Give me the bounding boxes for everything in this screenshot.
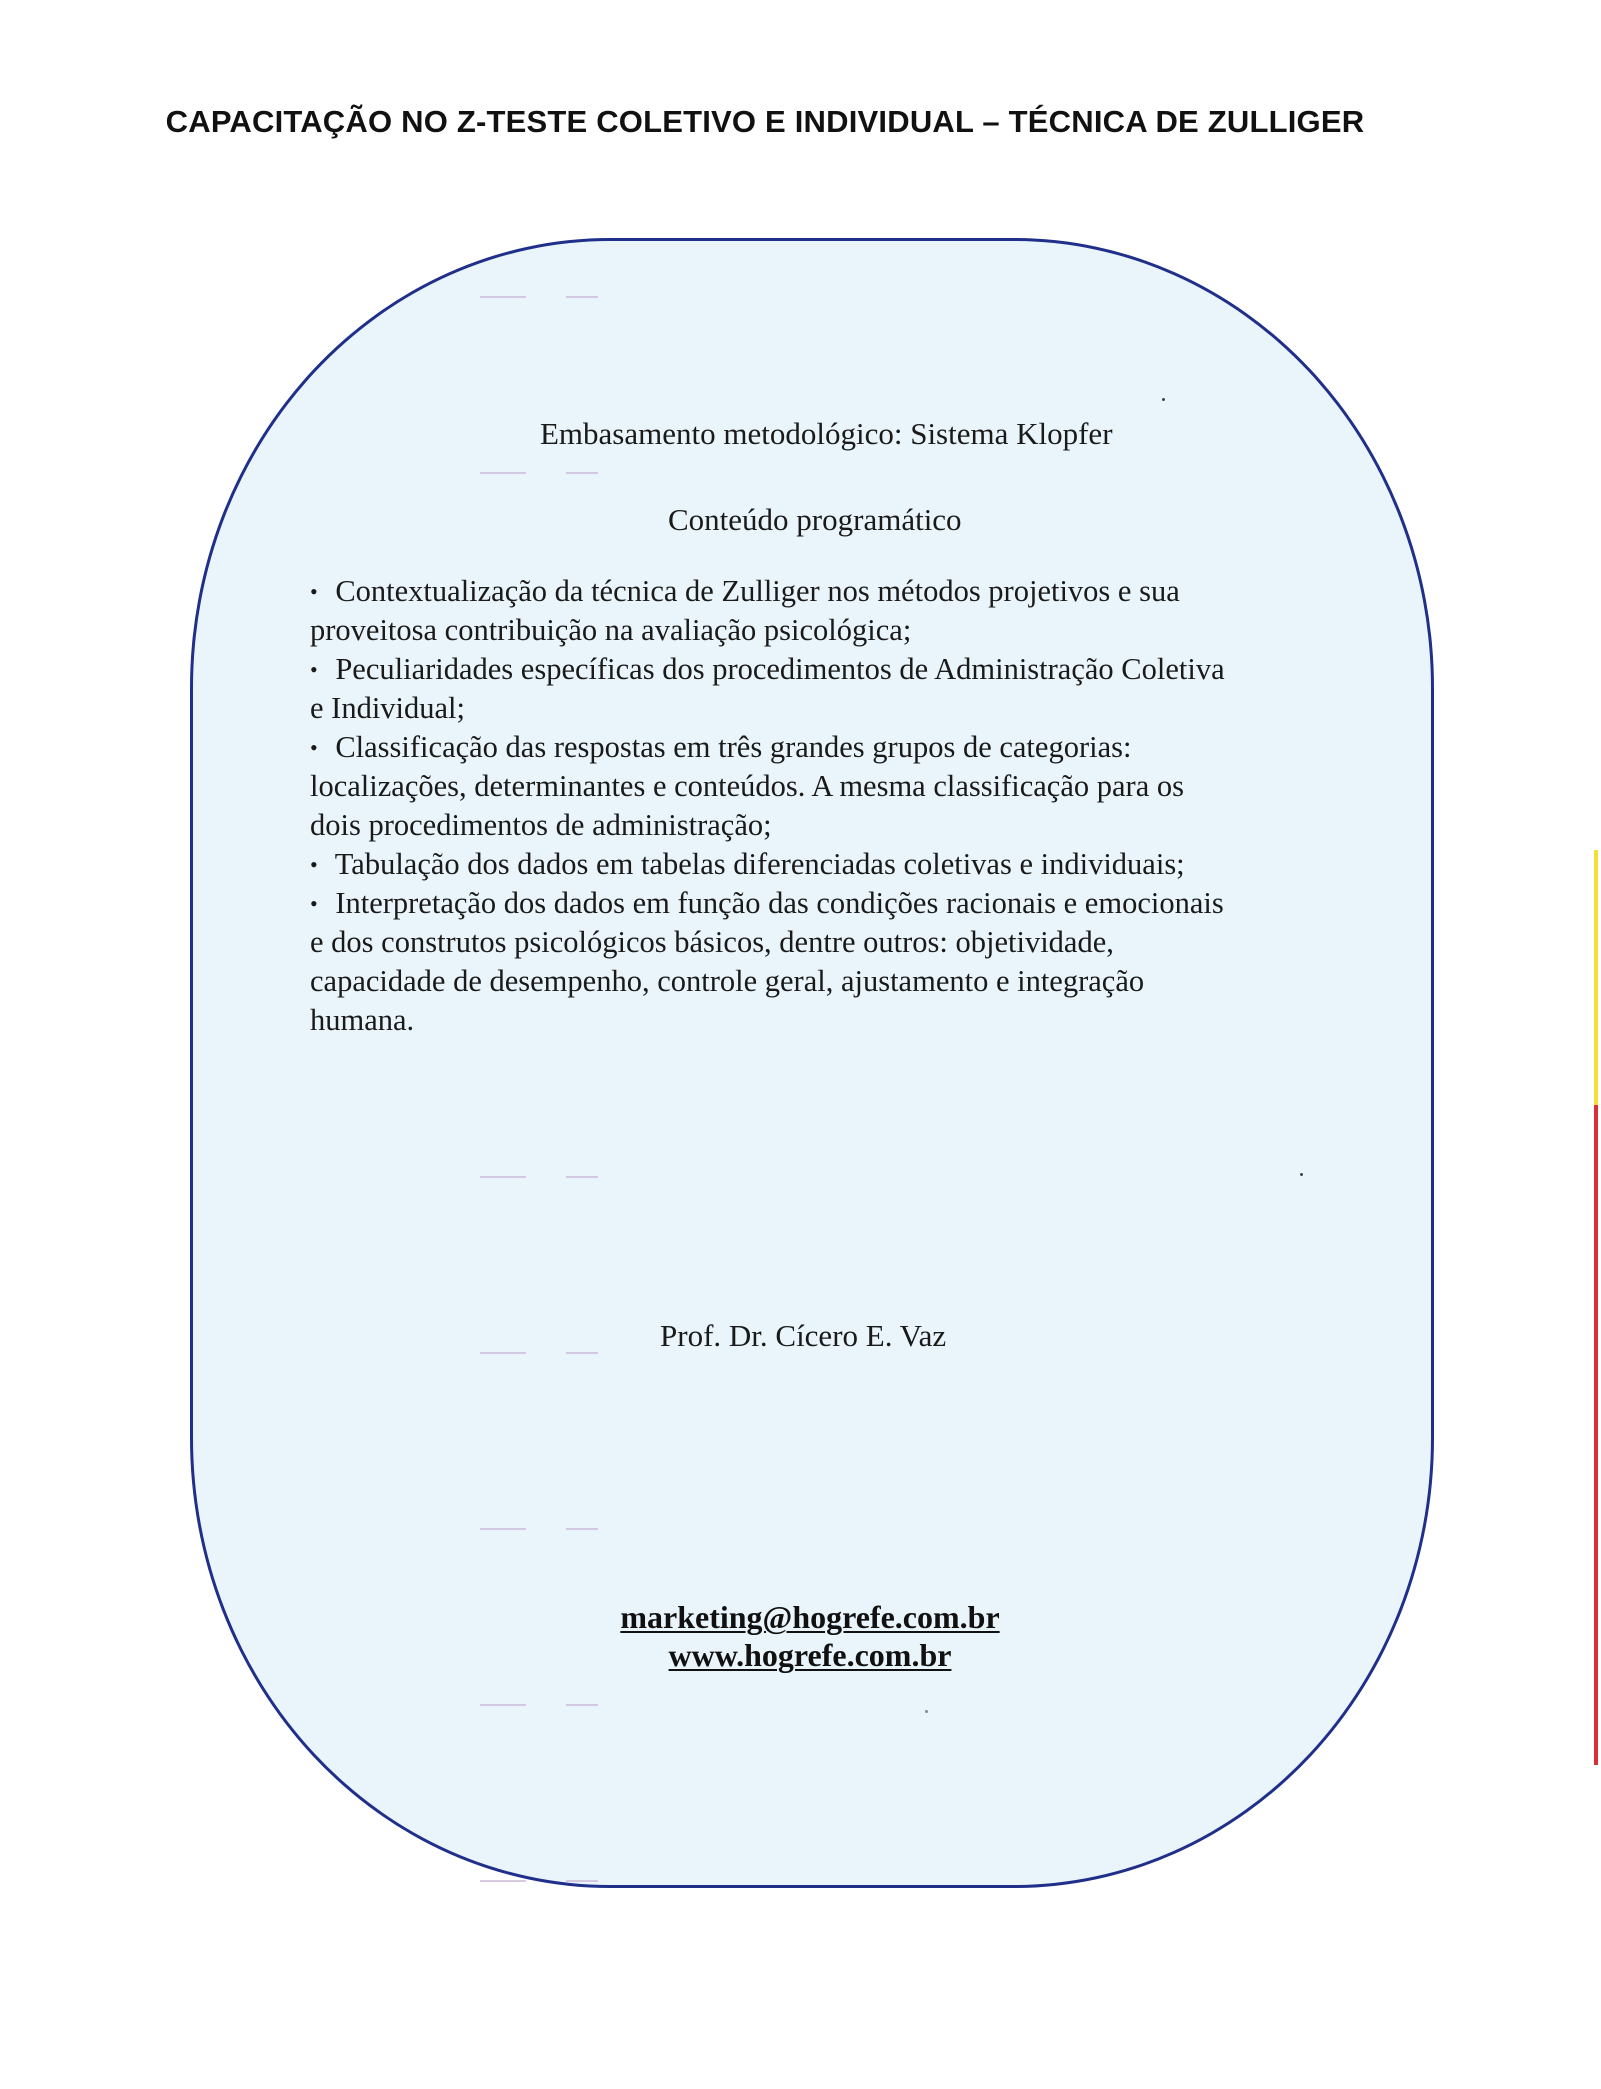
scan-mark [480, 296, 526, 298]
list-item [310, 650, 1340, 728]
list-item-text: capacidade de desempenho, controle geral, ajustamento e integração [310, 964, 1145, 998]
list-item-text: localizações, determinantes e conteúdos. A mesma classificação para os [310, 769, 1184, 803]
list-item [310, 845, 1340, 884]
edge-stripe-yellow [1594, 850, 1598, 1105]
list-item-text: e dos construtos psicológicos básicos, dentre outros: objetividade, [310, 925, 1114, 959]
list-item-text: humana. [310, 1003, 415, 1037]
list-item-text: e Individual; [310, 691, 466, 725]
list-item-text: proveitosa contribuição na avaliação psicológica; [310, 613, 912, 647]
scan-mark [566, 1352, 598, 1354]
scan-mark [566, 1704, 598, 1706]
scan-speck [1162, 398, 1165, 401]
scan-mark [480, 1880, 526, 1882]
bullet-icon: • [310, 852, 318, 877]
scan-mark [566, 472, 598, 474]
list-item-text: Tabulação dos dados em tabelas diferenciadas coletivas e individuais; [334, 847, 1185, 881]
methodology-line: Embasamento metodológico: Sistema Klopfer [540, 416, 1113, 451]
list-item [310, 728, 1340, 845]
scan-mark [566, 1528, 598, 1530]
edge-stripe-red [1594, 1105, 1598, 1765]
scan-mark [566, 1880, 598, 1882]
email-link[interactable]: marketing@hogrefe.com.br [620, 1599, 1000, 1635]
bullet-icon: • [310, 891, 318, 916]
list-item [310, 572, 1340, 650]
scan-mark [480, 1352, 526, 1354]
list-item-text: Classificação das respostas em três grandes grupos de categorias: [335, 730, 1132, 764]
bullet-icon: • [310, 735, 318, 760]
author-name: Prof. Dr. Cícero E. Vaz [660, 1318, 947, 1353]
scan-mark [480, 1528, 526, 1530]
page-title: CAPACITAÇÃO NO Z-TESTE COLETIVO E INDIVIDUAL – TÉCNICA DE ZULLIGER [165, 104, 1365, 139]
list-item-text: Peculiaridades específicas dos procedimentos de Administração Coletiva [335, 652, 1225, 686]
bullet-icon: • [310, 657, 318, 682]
website-link[interactable]: www.hogrefe.com.br [668, 1637, 952, 1673]
scan-mark [480, 472, 526, 474]
bullet-icon: • [310, 579, 318, 604]
list-item [310, 884, 1340, 1040]
program-list [310, 572, 1340, 1040]
list-item-text: Contextualização da técnica de Zulliger nos métodos projetivos e sua [335, 574, 1180, 608]
scan-speck [1300, 1173, 1303, 1176]
scan-mark [480, 1704, 526, 1706]
program-heading: Conteúdo programático [668, 502, 962, 537]
list-item-text: Interpretação dos dados em função das condições racionais e emocionais [335, 886, 1224, 920]
scan-mark [566, 296, 598, 298]
list-item-text: dois procedimentos de administração; [310, 808, 772, 842]
scan-speck [925, 1710, 928, 1713]
scan-mark [566, 1176, 598, 1178]
scan-mark [480, 1176, 526, 1178]
